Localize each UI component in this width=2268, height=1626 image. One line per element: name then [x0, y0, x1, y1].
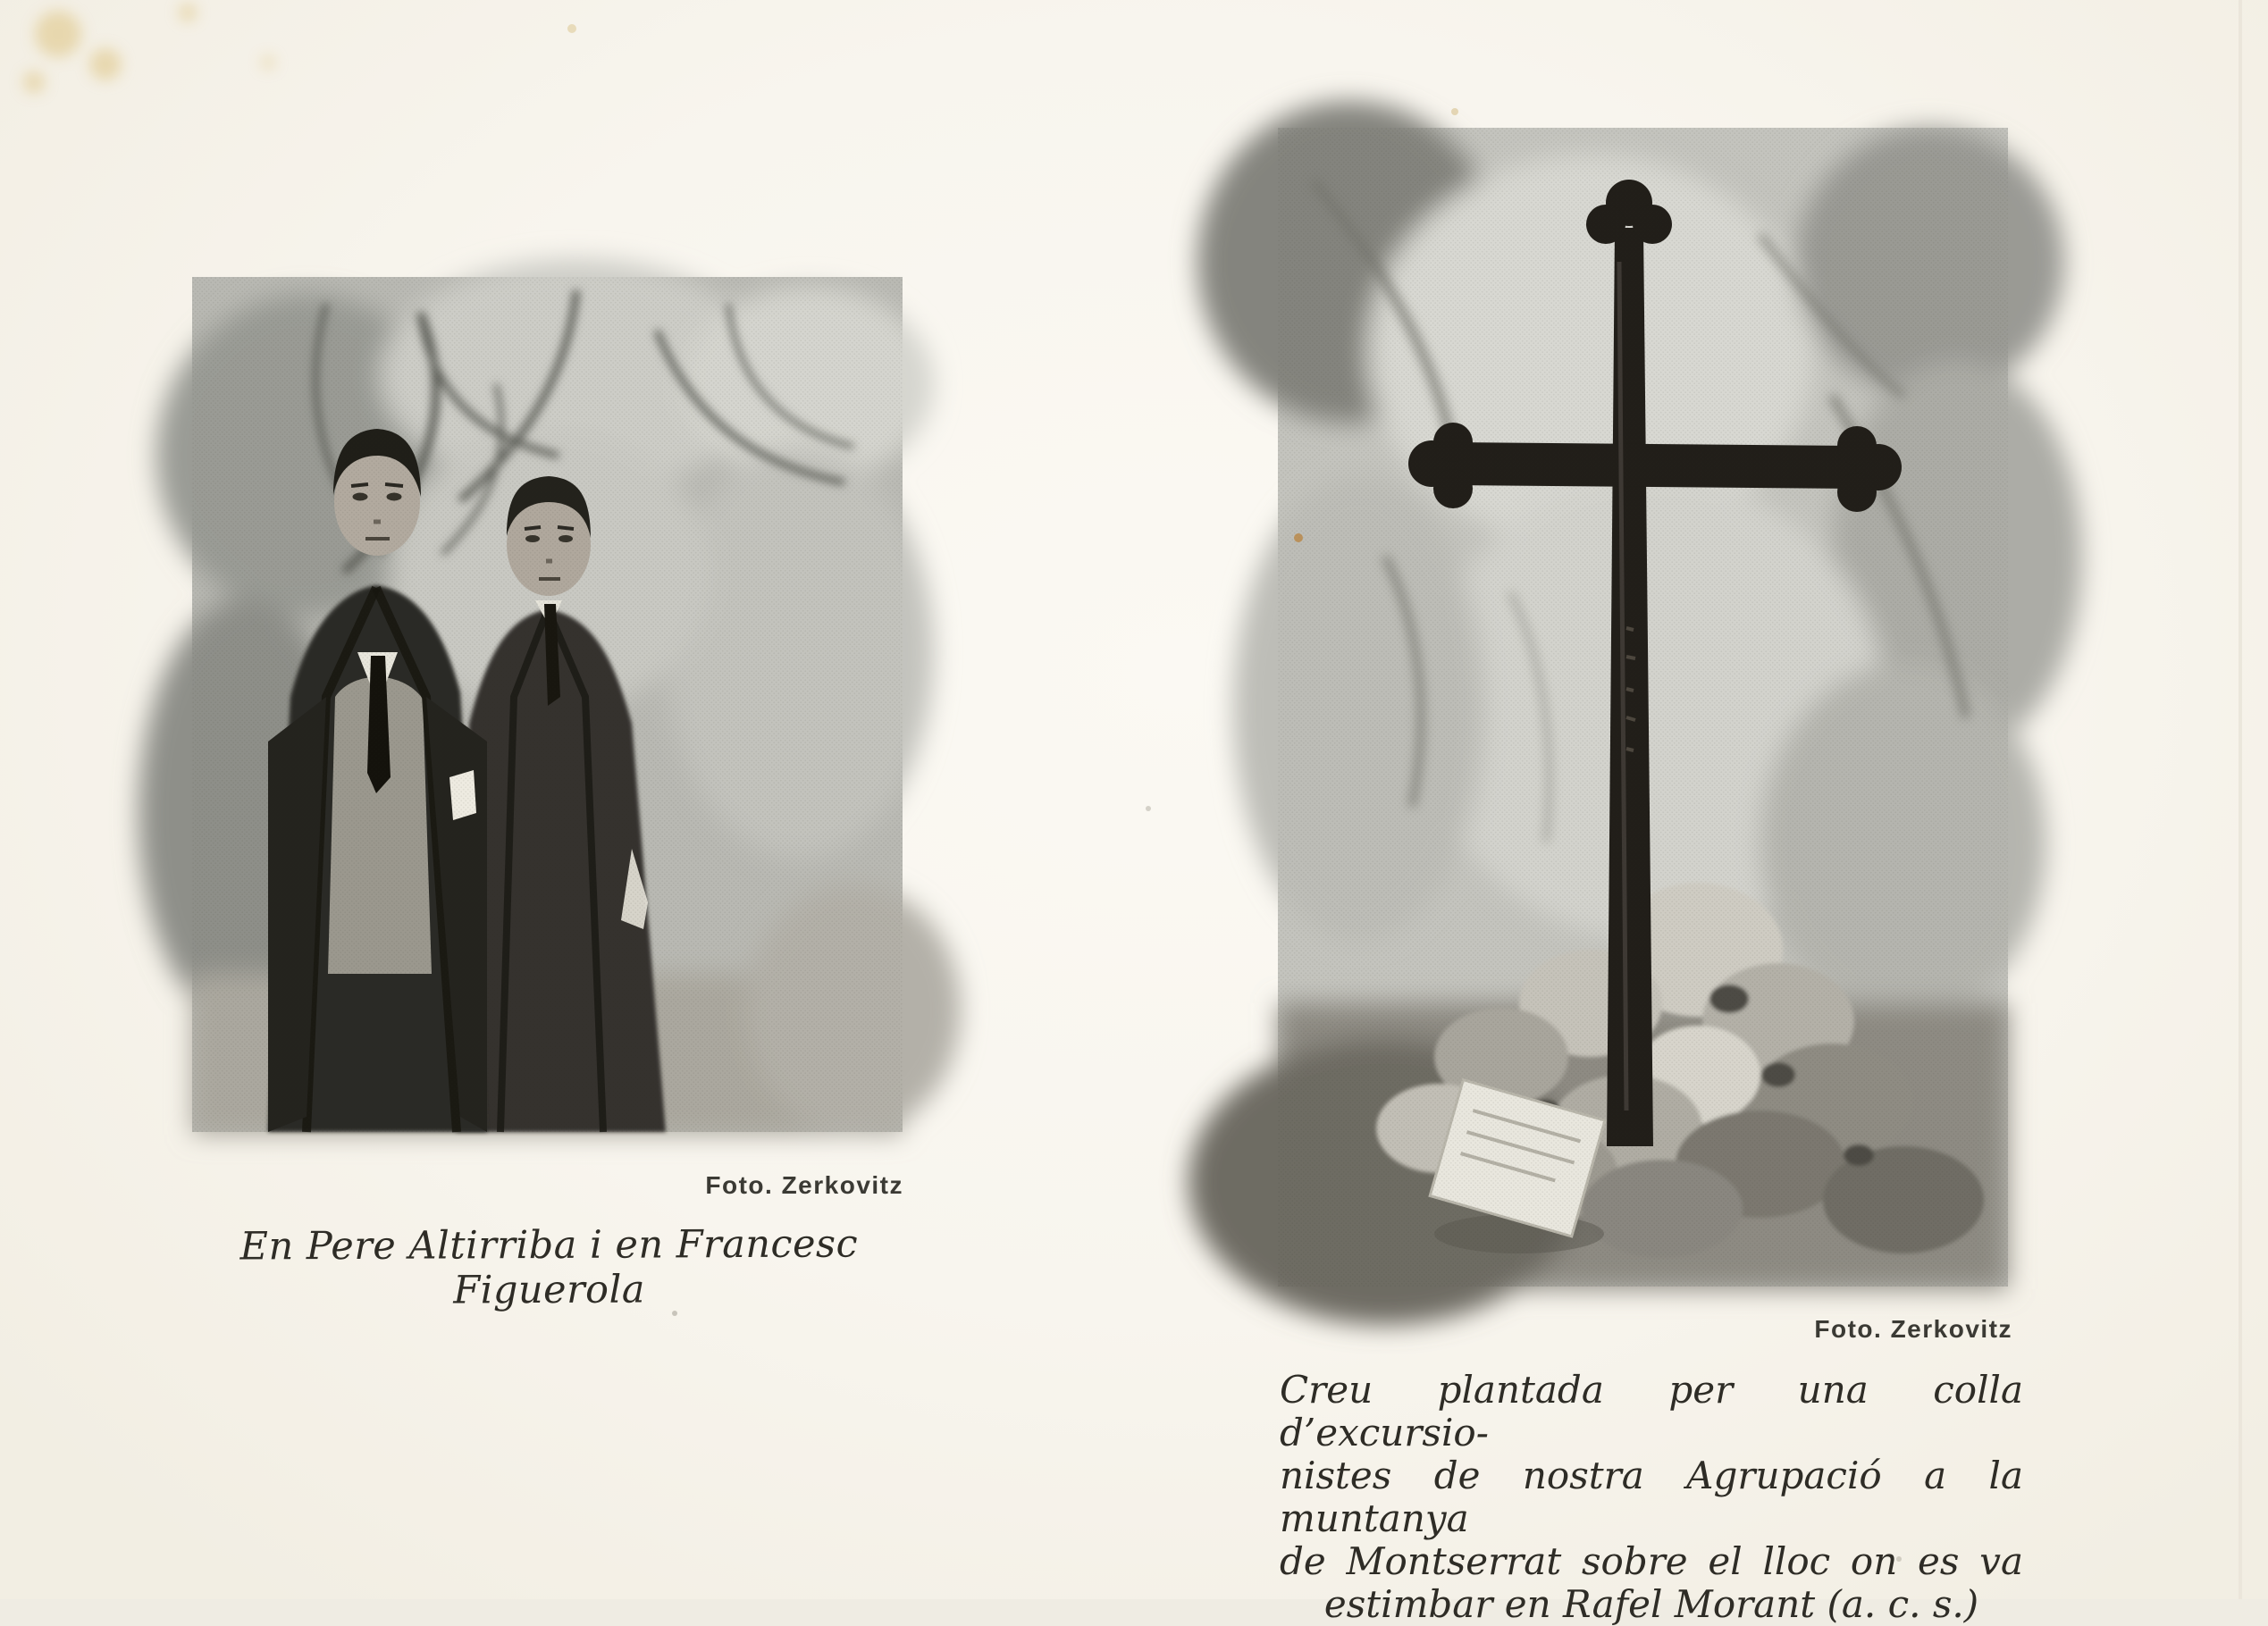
halftone-overlay — [1278, 128, 2008, 1287]
photo-credit-left: Foto. Zerkovitz — [705, 1171, 903, 1199]
halftone-overlay — [192, 277, 903, 1132]
caption-line: de Montserrat sobre el lloc on es va — [1280, 1539, 2023, 1583]
two-men-photo-illustration — [192, 277, 903, 1132]
cross-photo-illustration — [1278, 128, 2008, 1287]
caption-line: Creu plantada per una colla d’excursio- — [1280, 1368, 2023, 1454]
caption-right — [1280, 1369, 2023, 1626]
photo-credit-right: Foto. Zerkovitz — [1814, 1315, 2012, 1343]
photo-cross-montserrat — [1278, 128, 2008, 1287]
caption-left: En Pere Altirriba i en Francesc Figuerola — [239, 1221, 859, 1313]
caption-line: nistes de nostra Agrupació a la muntanya — [1280, 1454, 2023, 1540]
caption-line: estimbar en Rafel Morant (a. c. s.) — [1323, 1582, 1979, 1626]
photo-two-men-portrait — [192, 277, 903, 1132]
